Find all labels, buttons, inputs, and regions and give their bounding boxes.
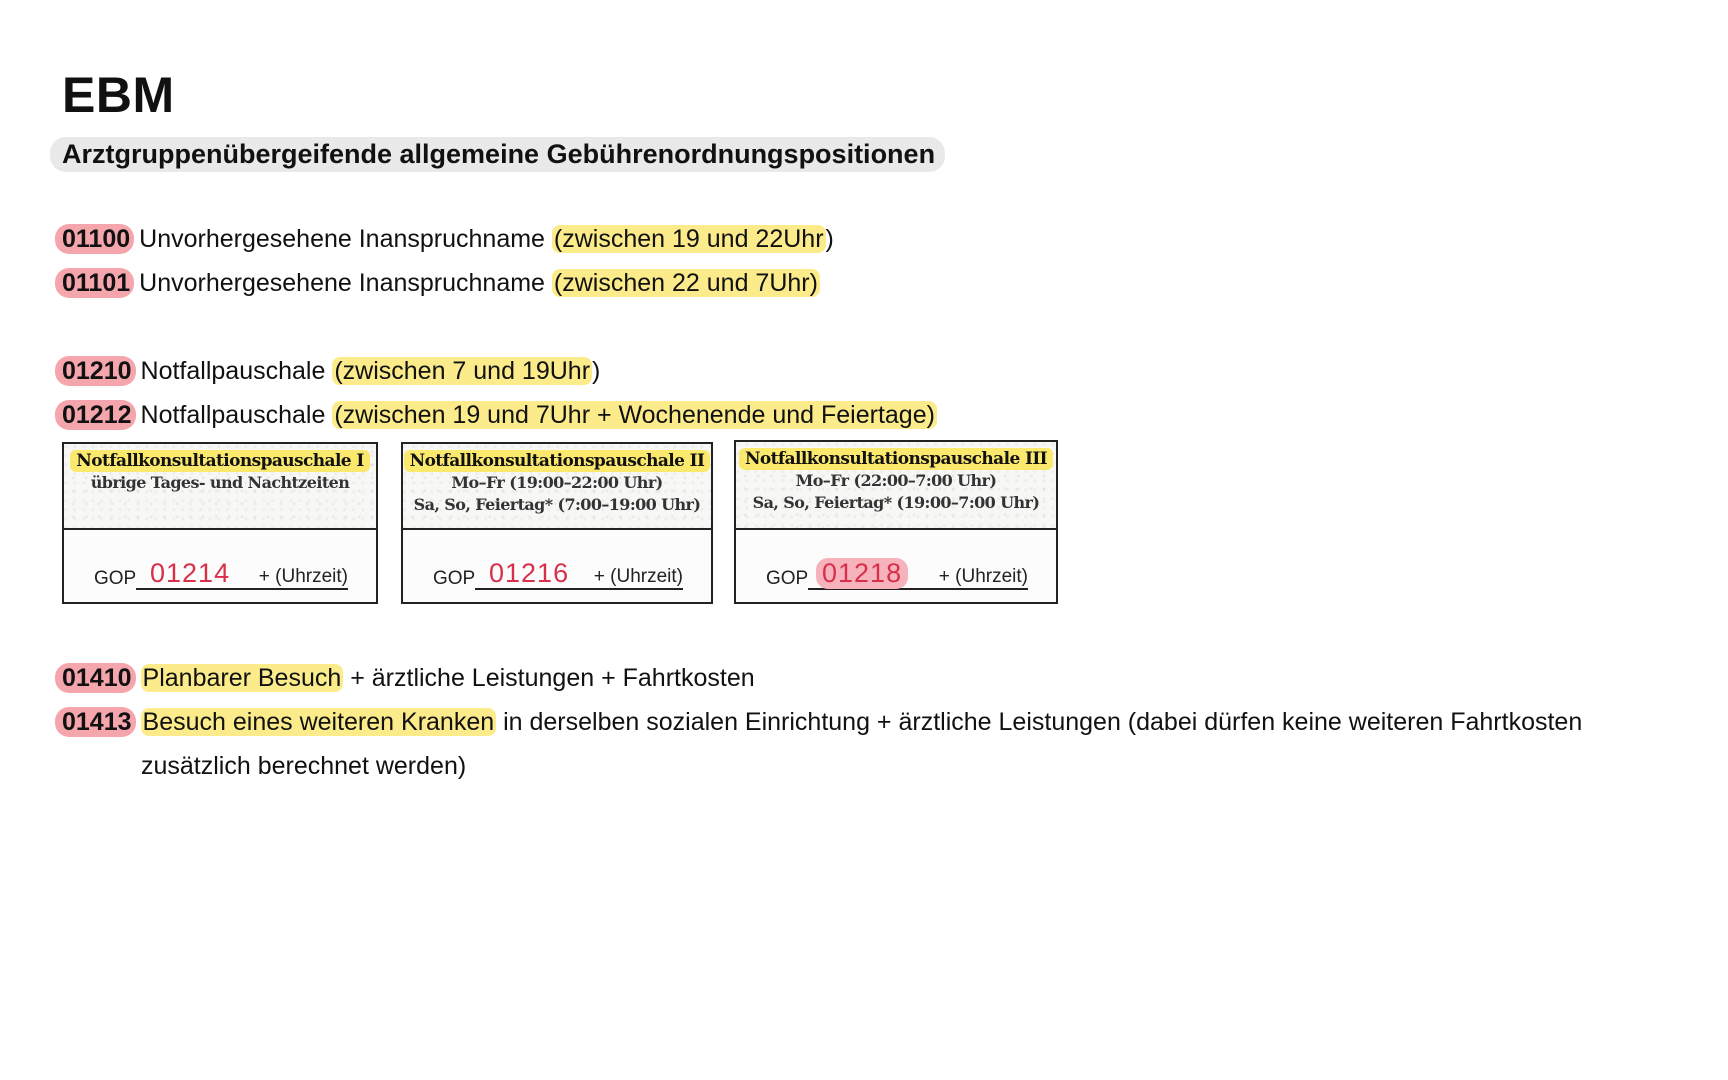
subtitle-container [50,137,945,172]
gop-line [808,558,1028,590]
gop-label: GOP [433,568,476,589]
entry-01410 [55,663,755,693]
gop-line [136,558,348,590]
card-line: Sa, So, Feiertag* (19:00–7:00 Uhr) [752,492,1040,512]
card-gop-area [736,530,1056,598]
page-subtitle: Arztgruppenübergeifende allgemeine Gebührenordnungspositionen [50,137,945,172]
card-header [736,442,1056,530]
card-line: Mo–Fr (19:00–22:00 Uhr) [451,473,663,492]
entry-01100 [55,224,834,254]
entry-highlight: Besuch eines weiteren Kranken [142,708,495,736]
entry-text: Notfallpauschale [140,401,326,429]
entry-01413-continuation: zusätzlich berechnet werden) [141,752,467,780]
entry-01212 [55,400,937,430]
gop-suffix: + (Uhrzeit) [593,566,683,587]
card-line: Sa, So, Feiertag* (7:00–19:00 Uhr) [413,494,701,514]
card-gop-area [64,530,376,598]
entry-01101 [55,268,820,298]
entry-text: + ärztliche Leistungen + Fahrtkosten [350,664,755,692]
entry-text: Unvorhergesehene Inanspruchname [139,225,545,253]
gop-code: 01216 [489,558,570,588]
card-line: Mo–Fr (22:00–7:00 Uhr) [795,471,997,490]
entry-code: 01212 [55,400,136,430]
entry-highlight: (zwischen 19 und 22Uhr [553,225,824,253]
entry-01413 [55,707,1582,737]
card-header [403,444,711,530]
notfall-card-1 [62,442,378,604]
entry-01210 [55,356,600,386]
entry-code: 01413 [55,707,136,737]
card-header [64,444,376,530]
entry-highlight: Planbarer Besuch [142,664,342,692]
entry-highlight: (zwischen 19 und 7Uhr + Wochenende und Feiertage) [334,401,935,429]
gop-label: GOP [766,568,809,589]
entry-code: 01101 [55,268,134,298]
entry-highlight: (zwischen 22 und 7Uhr) [553,269,818,297]
gop-label: GOP [94,568,137,589]
page-title: EBM [62,67,175,123]
entry-highlight: (zwischen 7 und 19Uhr [334,357,591,385]
card-title: Notfallkonsultationspauschale II [404,450,711,472]
card-line: übrige Tages- und Nachtzeiten [90,473,350,492]
entry-after: ) [825,225,834,253]
entry-text: Unvorhergesehene Inanspruchname [139,269,545,297]
gop-suffix: + (Uhrzeit) [938,566,1028,587]
entry-code: 01100 [55,224,134,254]
notfall-card-2 [401,442,713,604]
notfall-card-3 [734,440,1058,604]
card-title: Notfallkonsultationspauschale III [739,448,1053,470]
gop-suffix: + (Uhrzeit) [258,566,348,587]
entry-after: ) [592,357,601,385]
gop-line [475,558,683,590]
entry-code: 01410 [55,663,136,693]
card-title: Notfallkonsultationspauschale I [70,450,369,472]
entry-text: in derselben sozialen Einrichtung + ärztliche Leistungen (dabei dürfen keine weiteren Fahrtkosten [503,708,1583,736]
card-gop-area [403,530,711,598]
entry-code: 01210 [55,356,136,386]
gop-code: 01218 [816,558,908,589]
gop-code: 01214 [150,558,231,588]
entry-text: Notfallpauschale [140,357,326,385]
